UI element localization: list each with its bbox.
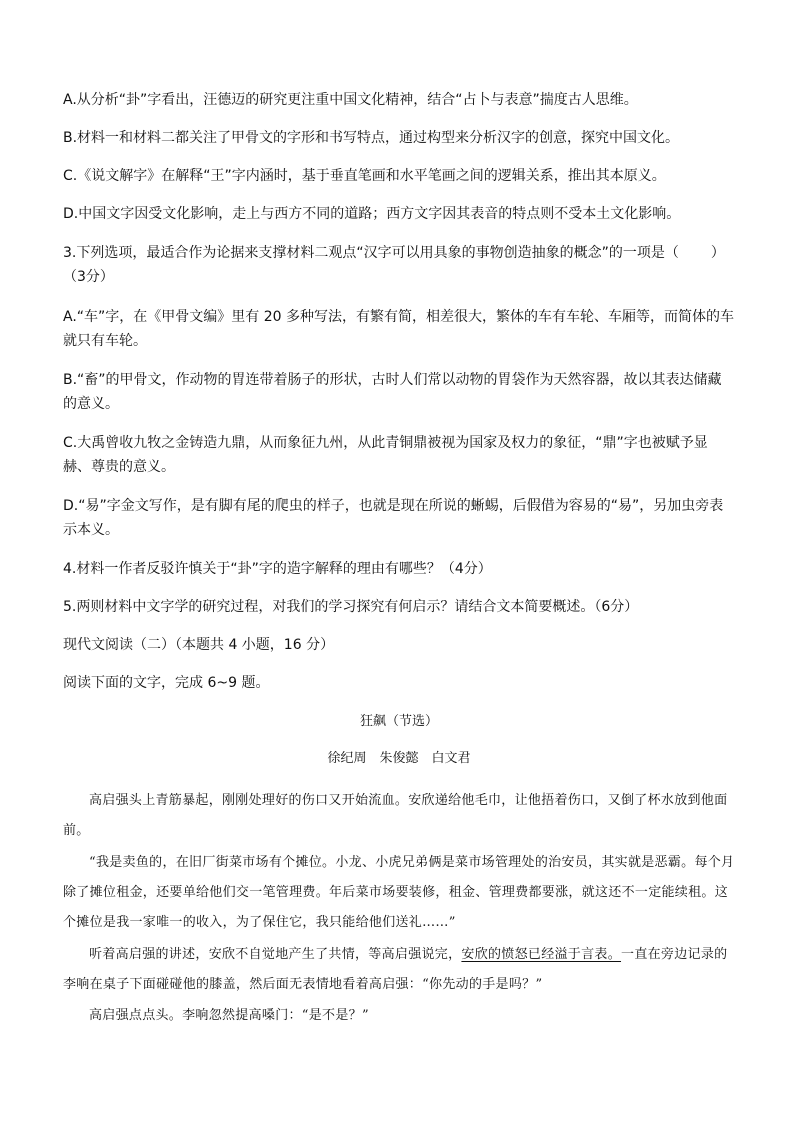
question-3-text: 3.下列选项，最适合作为论据来支撑材料二观点“汉字可以用具象的事物创造抽象的概念”的一项是（ [63, 245, 679, 261]
reading-instruction: 阅读下面的文字，完成 6~9 题。 [63, 675, 270, 691]
question-4: 4.材料一作者反驳许慎关于“卦”字的造字解释的理由有哪些？（4分） [63, 561, 492, 577]
question-3-score: （3分） [63, 269, 114, 285]
option-3c: C.大禹曾收九牧之金铸造九鼎，从而象征九州，从此青铜鼎被视为国家及权力的象征，“鼎”字也被赋予显赫、尊贵的意义。 [63, 435, 708, 475]
story-paragraph-4: 高启强点点头。李响忽然提高嗓门：“是不是？” [89, 1008, 369, 1023]
story-paragraph-3-end: 一直在旁边记录的李响在桌子下面碰碰他的膝盖，然后面无表情地看着高启强：“你先动的手是吗？” [63, 947, 728, 992]
underlined-sentence: 安欣的愤怒已经溢于言表。 [461, 947, 622, 962]
story-title: 狂飙（节选） [359, 714, 438, 729]
story-paragraph-2: “我是卖鱼的，在旧厂街菜市场有个摊位。小龙、小虎兄弟俩是菜市场管理处的治安员，其实就是恶霸。每个月除了摊位租金，还要单给他们交一笔管理费。年后菜市场要装修，租金、管理费都要涨，就这还不一定能续租。这个摊位是我一家唯一的收入，为了保住它，我只能给他们送礼……” [63, 855, 735, 930]
option-2b: B.材料一和材料二都关注了甲骨文的字形和书写特点，通过构型来分析汉字的创意，探究中国文化。 [63, 130, 680, 146]
question-3-stem [63, 241, 735, 289]
option-2d: D.中国文字因受文化影响，走上与西方不同的道路；西方文字因其表音的特点则不受本土文化影响。 [63, 206, 681, 222]
section-heading: 现代文阅读（二）（本题共 4 小题，16 分） [63, 637, 335, 653]
story-paragraph-1: 高启强头上青筋暴起，刚刚处理好的伤口又开始流血。安欣递给他毛巾，让他捂着伤口，又倒了杯水放到他面前。 [63, 793, 728, 838]
question-3-paren-close: ） [710, 245, 725, 261]
story-paragraph-3-start: 听着高启强的讲述，安欣不自觉地产生了共情，等高启强说完， [89, 947, 462, 962]
story-authors: 徐纪周 朱俊懿 白文君 [327, 751, 471, 766]
option-3d: D.“易”字金文写作，是有脚有尾的爬虫的样子，也就是现在所说的蜥蜴，后假借为容易的“易”，另加虫旁表示本义。 [63, 498, 724, 538]
story-paragraph-3 [63, 940, 735, 1000]
option-3b: B.“畜”的甲骨文，作动物的胃连带着肠子的形状，古时人们常以动物的胃袋作为天然容器，故以其表达储藏的意义。 [63, 372, 722, 412]
option-2a: A.从分析“卦”字看出，汪德迈的研究更注重中国文化精神，结合“占卜与表意”揣度古人思维。 [63, 92, 638, 108]
option-3a: A.“车”字，在《甲骨文编》里有 20 多种写法，有繁有简，相差很大，繁体的车有车轮、车厢等，而简体的车就只有车轮。 [63, 309, 734, 349]
question-5: 5.两则材料中文字学的研究过程，对我们的学习探究有何启示？请结合文本简要概述。（6分） [63, 599, 639, 615]
option-2c: C.《说文解字》在解释“王”字内涵时，基于垂直笔画和水平笔画之间的逻辑关系，推出其本原义。 [63, 168, 666, 184]
